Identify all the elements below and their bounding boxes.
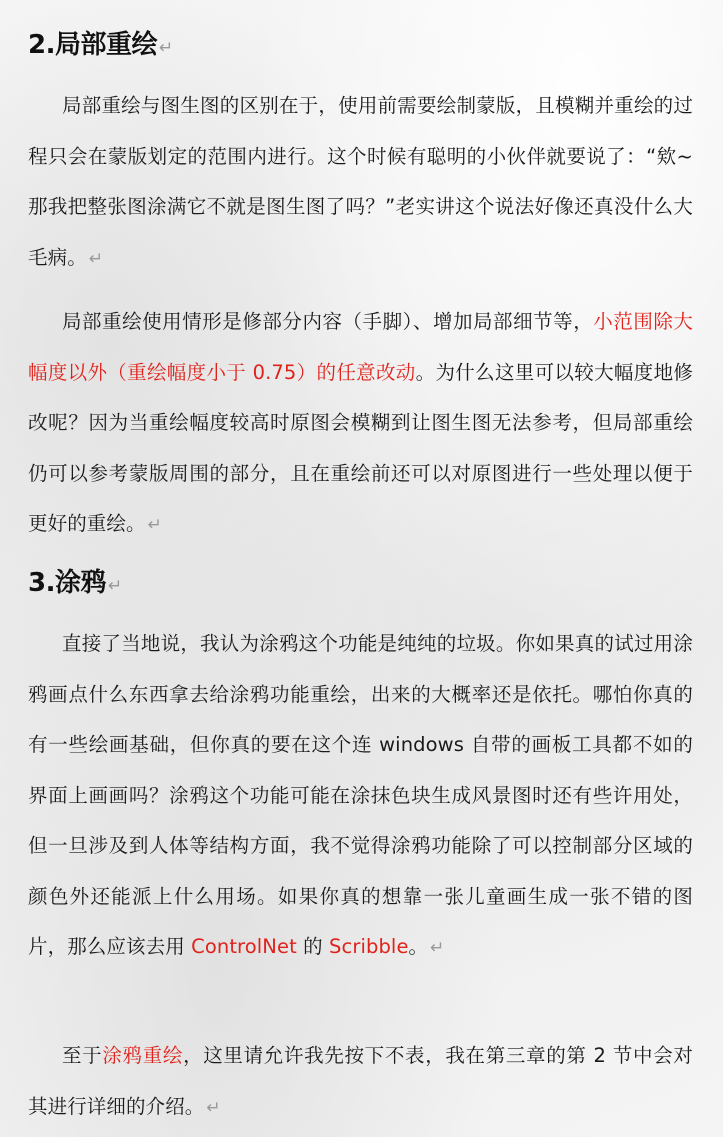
return-mark-icon: ↵ <box>88 248 104 269</box>
return-mark-icon: ↵ <box>107 576 122 596</box>
heading-text: 2.局部重绘 <box>28 30 157 60</box>
highlight-scribble: Scribble <box>329 935 409 958</box>
paragraph-text: 。 <box>408 935 429 958</box>
section-heading-inpaint <box>28 24 173 61</box>
return-mark-icon: ↵ <box>430 938 445 958</box>
highlight-text: 小范围除大幅度以外（重绘幅度小于 0.75）的任意改动 <box>28 310 693 384</box>
paragraph-text: 局部重绘与图生图的区别在于，使用前需要绘制蒙版，且模糊并重绘的过程只会在蒙版划定的范围内进行。这个时候有聪明的小伙伴就要说了：“欸~那我把整张图涂满它不就是图生图了吗？”老实讲这个说法好像还真没什么大毛病。 <box>28 94 693 269</box>
return-mark-icon: ↵ <box>158 38 173 58</box>
paragraph-inpaint-intro <box>28 81 693 284</box>
return-mark-icon: ↵ <box>206 1097 221 1118</box>
highlight-controlnet: ControlNet <box>191 935 297 958</box>
paragraph-scribble-inpaint <box>28 1031 693 1133</box>
paragraph-inpaint-usage <box>28 297 693 551</box>
paragraph-text: 至于 <box>62 1044 103 1067</box>
highlight-text: 涂鸦重绘 <box>102 1044 184 1067</box>
paragraph-text: 局部重绘使用情形是修部分内容（手脚）、增加局部细节等， <box>62 310 594 333</box>
paragraph-text: 直接了当地说，我认为涂鸦这个功能是纯纯的垃圾。你如果真的试过用涂鸦画点什么东西拿去给涂鸦功能重绘，出来的大概率还是依托。哪怕你真的有一些绘画基础，但你真的要在这个连 windows 自带的画板工具都不如的界面上画画吗？涂鸦这个功能可能在涂抹色块生成风景图时还有些许用处，但一旦涉及到人体等结构方面，我不觉得涂鸦功能除了可以控制部分区域的颜色外还能派上什么用场。如果你真的想靠一张儿童画生成一张不错的图片，那么应该去用 <box>28 632 693 958</box>
section-heading-scribble <box>28 562 122 599</box>
return-mark-icon: ↵ <box>147 515 162 535</box>
paragraph-scribble-opinion <box>28 619 693 974</box>
paragraph-text: 的 <box>296 935 330 958</box>
heading-text: 3.涂鸦 <box>28 568 106 598</box>
paragraph-text: ，这里请允许我先按下不表，我在第三章的第 2 节中会对其进行详细的介绍。 <box>28 1044 693 1118</box>
paragraph-text: 。为什么这里可以较大幅度地修改呢？因为当重绘幅度较高时原图会模糊到让图生图无法参考，但局部重绘仍可以参考蒙版周围的部分，且在重绘前还可以对原图进行一些处理以便于更好的重绘。 <box>28 360 693 535</box>
